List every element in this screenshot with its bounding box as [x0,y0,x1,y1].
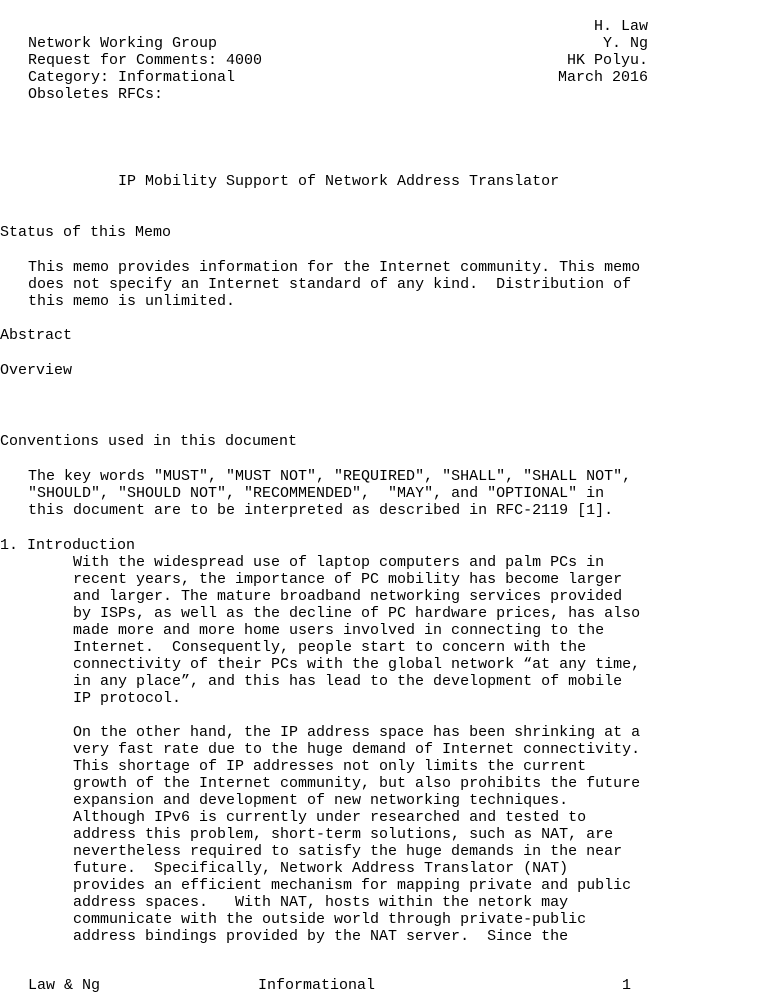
intro-para1-line: and larger. The mature broadband networking services provided [73,588,623,605]
footer-page-number: 1 [622,977,632,994]
intro-para2-line: address bindings provided by the NAT server. Since the [73,928,569,945]
status-body-line: this memo is unlimited. [28,293,236,310]
intro-para1-line: Internet. Consequently, people start to concern with the [73,639,587,656]
intro-para2-line: On the other hand, the IP address space has been shrinking at a [73,724,641,741]
intro-para2-line: very fast rate due to the huge demand of Internet connectivity. [73,741,641,758]
header-right-line: Y. Ng [602,35,648,52]
conventions-body-line: "SHOULD", "SHOULD NOT", "RECOMMENDED", "MAY", and "OPTIONAL" in [28,485,605,502]
intro-para1-line: by ISPs, as well as the decline of PC hardware prices, has also [73,605,641,622]
intro-para2-line: This shortage of IP addresses not only limits the current [73,758,587,775]
intro-para1-line: With the widespread use of laptop computers and palm PCs in [73,554,605,571]
intro-para1-line: IP protocol. [73,690,182,707]
conventions-body-line: The key words "MUST", "MUST NOT", "REQUIRED", "SHALL", "SHALL NOT", [28,468,632,485]
intro-para2-line: address this problem, short-term solutions, such as NAT, are [73,826,614,843]
section-heading-conventions: Conventions used in this document [0,433,298,450]
intro-para2-line: nevertheless required to satisfy the huge demands in the near [73,843,623,860]
intro-para2-line: growth of the Internet community, but also prohibits the future [73,775,641,792]
header-right-line: HK Polyu. [566,52,648,69]
footer-category: Informational [258,977,376,994]
intro-para1-line: connectivity of their PCs with the global network “at any time, [73,656,641,673]
section-heading-introduction: 1. Introduction [0,537,136,554]
intro-para2-line: future. Specifically, Network Address Translator (NAT) [73,860,569,877]
section-heading-status: Status of this Memo [0,224,172,241]
status-body-line: This memo provides information for the Internet community. This memo [28,259,641,276]
section-heading-abstract: Abstract [0,327,73,344]
header-right-line: March 2016 [557,69,648,86]
header-right-line: H. Law [593,18,648,35]
intro-para2-line: communicate with the outside world through private-public [73,911,587,928]
intro-para1-line: in any place”, and this has lead to the development of mobile [73,673,623,690]
footer-authors: Law & Ng [28,977,101,994]
header-left-line: Request for Comments: 4000 [28,52,263,69]
intro-para2-line: expansion and development of new networking techniques. [73,792,569,809]
intro-para2-line: provides an efficient mechanism for mapping private and public [73,877,632,894]
status-body-line: does not specify an Internet standard of any kind. Distribution of [28,276,632,293]
section-heading-overview: Overview [0,362,73,379]
header-left-line: Network Working Group [28,35,218,52]
intro-para1-line: made more and more home users involved in connecting to the [73,622,605,639]
intro-para2-line: address spaces. With NAT, hosts within the netork may [73,894,569,911]
document-title: IP Mobility Support of Network Address Translator [118,173,560,190]
header-left-line: Category: Informational [28,69,236,86]
intro-para2-line: Although IPv6 is currently under researched and tested to [73,809,587,826]
conventions-body-line: this document are to be interpreted as described in RFC-2119 [1]. [28,502,614,519]
intro-para1-line: recent years, the importance of PC mobility has become larger [73,571,623,588]
header-left-line: Obsoletes RFCs: [28,86,164,103]
